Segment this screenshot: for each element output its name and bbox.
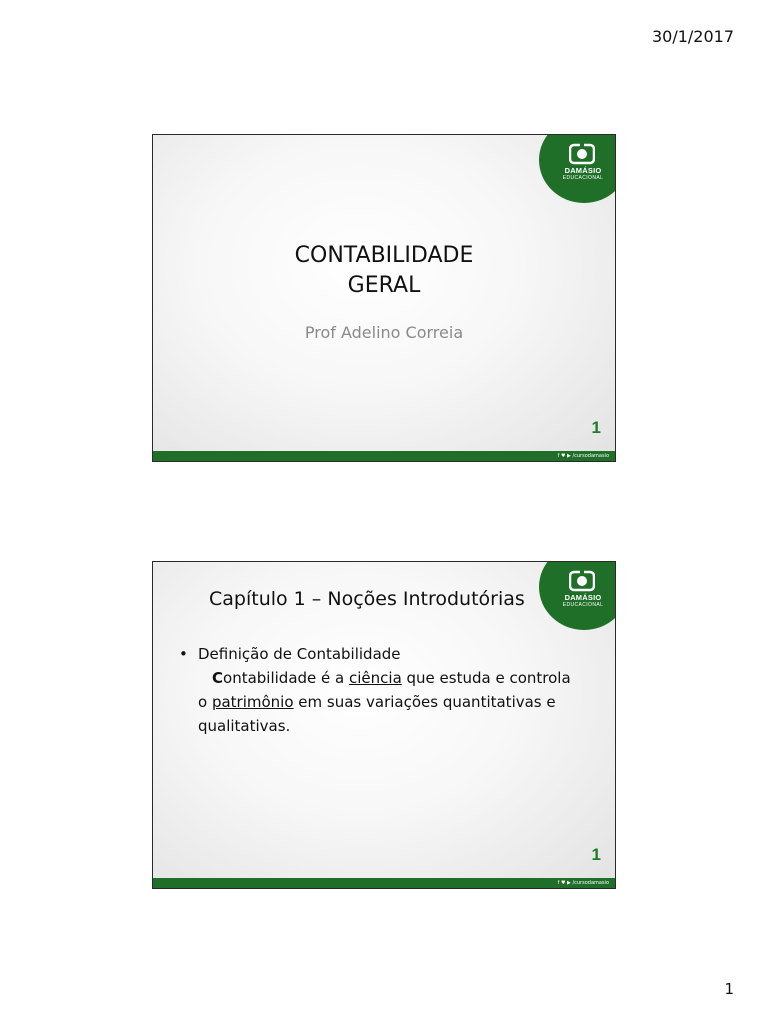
slide-footer-bar — [153, 878, 615, 888]
logo-subtitle: EDUCACIONAL — [562, 175, 604, 181]
slide-2 — [152, 561, 616, 889]
slide-title — [153, 241, 615, 301]
definition-part: que estuda e controla o — [198, 669, 571, 711]
logo-name: DAMÁSIO — [564, 166, 602, 175]
list-item — [179, 642, 575, 666]
page-number: 1 — [724, 980, 734, 998]
slide-footer-bar — [153, 451, 615, 461]
drop-letter: C — [212, 669, 224, 687]
slide-1 — [152, 134, 616, 462]
logo-name: DAMÁSIO — [564, 593, 602, 602]
term-patrimonio: patrimônio — [211, 693, 294, 711]
logo-mark-icon — [569, 570, 595, 592]
logo-subtitle: EDUCACIONAL — [562, 602, 604, 608]
slide-title-line-2: GERAL — [347, 273, 421, 298]
bullet-marker: • — [179, 645, 188, 663]
social-handle: f ♥ ▶ /cursodamasio — [557, 453, 609, 459]
logo-text — [548, 167, 616, 181]
slide-number: 1 — [591, 845, 601, 864]
logo-text — [548, 594, 616, 608]
social-handle: f ♥ ▶ /cursodamasio — [557, 880, 609, 886]
bullet-list — [179, 642, 575, 738]
brand-logo — [539, 561, 616, 630]
slide-number: 1 — [591, 418, 601, 437]
slide-title-line-1: CONTABILIDADE — [294, 243, 474, 268]
definition-text — [179, 666, 575, 738]
logo-mark-icon — [569, 143, 595, 165]
term-ciencia: ciência — [349, 669, 402, 687]
page-date: 30/1/2017 — [651, 27, 734, 46]
chapter-title: Capítulo 1 – Noções Introdutórias — [209, 588, 525, 610]
definition-part: em suas variações quantitativas e qualitativas. — [198, 693, 556, 735]
bullet-text: Definição de Contabilidade — [198, 645, 401, 663]
slide-subtitle: Prof Adelino Correia — [304, 323, 464, 342]
definition-part: ontabilidade é a — [223, 669, 349, 687]
brand-logo — [539, 134, 616, 203]
